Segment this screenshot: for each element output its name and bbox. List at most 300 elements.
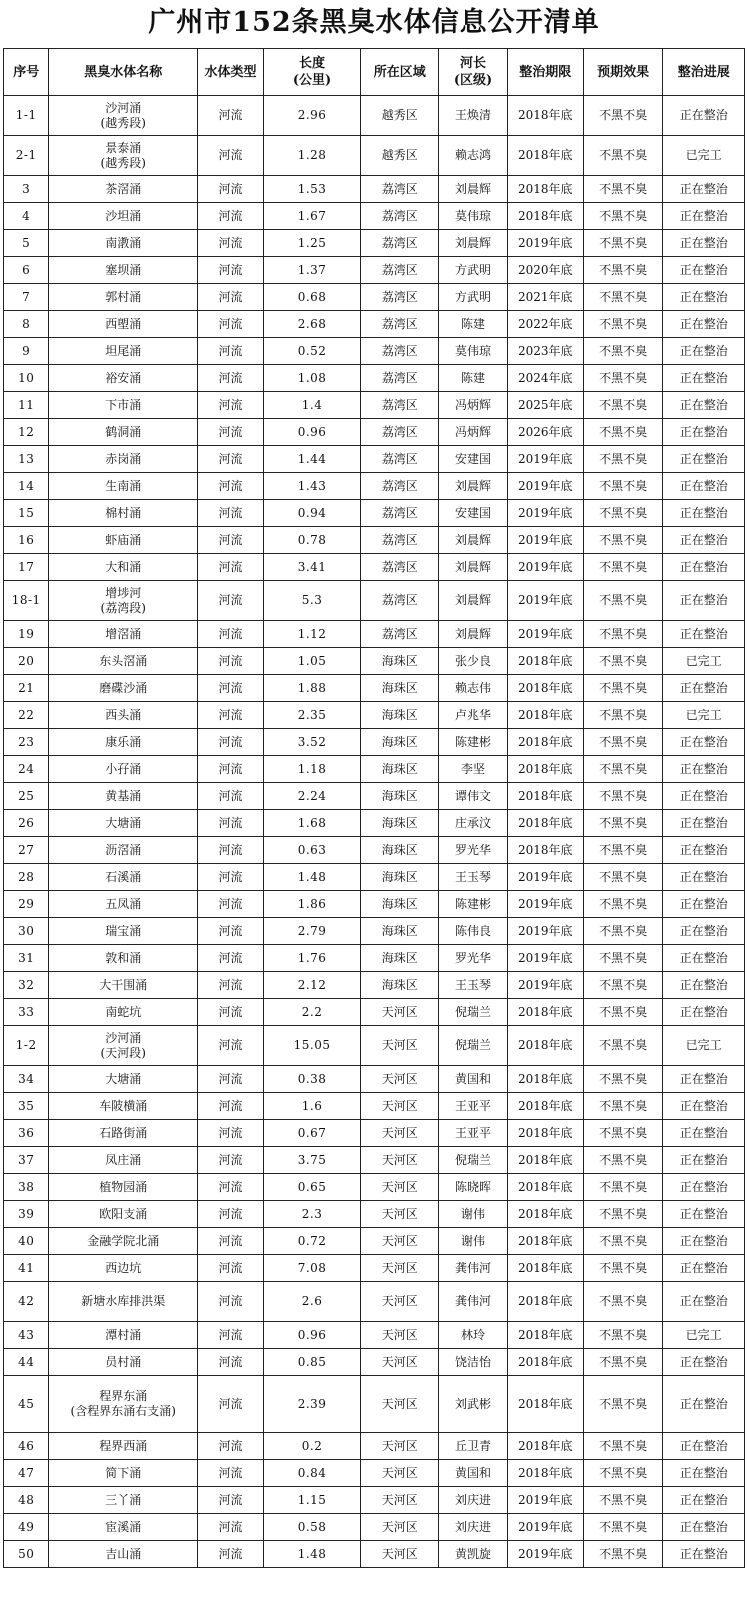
cell-chief: 刘晨辉 [439,621,507,648]
cell-district: 荔湾区 [361,284,439,311]
cell-length: 5.3 [264,581,361,621]
cell-progress: 正在整治 [663,581,745,621]
cell-name-line: 沙河涌 [105,1030,142,1045]
cell-effect: 不黑不臭 [583,702,662,729]
cell-deadline: 2018年底 [507,1228,583,1255]
cell-length: 1.44 [264,446,361,473]
cell-name [49,864,198,891]
cell-no: 40 [4,1228,49,1255]
cell-progress: 正在整治 [663,96,745,136]
cell-effect: 不黑不臭 [583,473,662,500]
cell-name-line: 车陂横涌 [99,1098,148,1113]
table-row [4,675,745,702]
cell-type: 河流 [198,783,264,810]
cell-type: 河流 [198,338,264,365]
cell-deadline: 2019年底 [507,554,583,581]
col-header-type: 水体类型 [198,49,264,96]
cell-name-line: 南漖涌 [105,235,142,250]
table-row [4,1066,745,1093]
cell-progress: 正在整治 [663,230,745,257]
cell-name-line: 塞坝涌 [105,262,142,277]
cell-type: 河流 [198,257,264,284]
cell-deadline: 2024年底 [507,365,583,392]
cell-district: 荔湾区 [361,581,439,621]
cell-name [49,729,198,756]
cell-deadline: 2018年底 [507,1255,583,1282]
cell-type: 河流 [198,675,264,702]
cell-district: 天河区 [361,1201,439,1228]
cell-type: 河流 [198,473,264,500]
cell-effect: 不黑不臭 [583,446,662,473]
cell-chief: 安建国 [439,446,507,473]
cell-length: 1.15 [264,1487,361,1514]
cell-deadline: 2019年底 [507,500,583,527]
cell-length: 0.78 [264,527,361,554]
col-header-deadline: 整治期限 [507,49,583,96]
cell-effect: 不黑不臭 [583,837,662,864]
table-row [4,729,745,756]
cell-chief: 黄国和 [439,1460,507,1487]
cell-name [49,1066,198,1093]
cell-effect: 不黑不臭 [583,257,662,284]
cell-length: 0.72 [264,1228,361,1255]
table-row [4,1282,745,1322]
cell-district: 天河区 [361,1282,439,1322]
cell-name [49,554,198,581]
table-row [4,473,745,500]
cell-chief: 黄国和 [439,1066,507,1093]
cell-progress: 正在整治 [663,554,745,581]
cell-chief: 陈建彬 [439,891,507,918]
cell-effect: 不黑不臭 [583,972,662,999]
cell-no: 47 [4,1460,49,1487]
cell-no: 1-1 [4,96,49,136]
cell-type: 河流 [198,96,264,136]
cell-no: 41 [4,1255,49,1282]
cell-type: 河流 [198,203,264,230]
cell-type: 河流 [198,702,264,729]
cell-progress: 正在整治 [663,365,745,392]
cell-name-line: 康乐涌 [105,734,142,749]
cell-name [49,702,198,729]
cell-length: 7.08 [264,1255,361,1282]
cell-effect: 不黑不臭 [583,1174,662,1201]
table-row [4,1322,745,1349]
cell-district: 荔湾区 [361,176,439,203]
table-row [4,756,745,783]
cell-chief: 谭伟文 [439,783,507,810]
cell-type: 河流 [198,1026,264,1066]
cell-name-line: 赤岗涌 [105,451,142,466]
cell-no: 29 [4,891,49,918]
cell-name [49,783,198,810]
cell-type: 河流 [198,419,264,446]
cell-name-line: 郭村涌 [105,289,142,304]
cell-name-line: (天河段) [100,1045,146,1060]
cell-effect: 不黑不臭 [583,756,662,783]
cell-progress: 正在整治 [663,1066,745,1093]
table-row [4,1255,745,1282]
cell-name-line: (越秀段) [100,115,146,130]
cell-progress: 正在整治 [663,1349,745,1376]
cell-length: 2.35 [264,702,361,729]
cell-type: 河流 [198,1460,264,1487]
cell-effect: 不黑不臭 [583,136,662,176]
cell-name [49,891,198,918]
cell-name-line: 西边坑 [105,1260,142,1275]
cell-deadline: 2018年底 [507,1433,583,1460]
cell-deadline: 2018年底 [507,96,583,136]
col-header-seq: 序号 [4,49,49,96]
table-row [4,1228,745,1255]
cell-name [49,1147,198,1174]
cell-chief: 谢伟 [439,1201,507,1228]
cell-length: 0.63 [264,837,361,864]
cell-name-line: 虾庙涌 [105,532,142,547]
cell-name [49,945,198,972]
cell-length: 2.12 [264,972,361,999]
cell-deadline: 2019年底 [507,527,583,554]
cell-effect: 不黑不臭 [583,621,662,648]
cell-no: 27 [4,837,49,864]
cell-no: 13 [4,446,49,473]
cell-no: 19 [4,621,49,648]
cell-length: 15.05 [264,1026,361,1066]
cell-length: 2.68 [264,311,361,338]
cell-name [49,338,198,365]
cell-name [49,136,198,176]
cell-name-line: 新塘水库排洪渠 [81,1294,166,1308]
cell-chief: 刘晨辉 [439,527,507,554]
cell-progress: 正在整治 [663,473,745,500]
cell-deadline: 2019年底 [507,473,583,500]
cell-type: 河流 [198,1255,264,1282]
cell-length: 0.96 [264,419,361,446]
cell-type: 河流 [198,972,264,999]
cell-district: 荔湾区 [361,446,439,473]
cell-deadline: 2020年底 [507,257,583,284]
cell-length: 2.79 [264,918,361,945]
cell-length: 1.37 [264,257,361,284]
cell-effect: 不黑不臭 [583,1147,662,1174]
cell-chief: 陈建 [439,311,507,338]
cell-length: 2.2 [264,999,361,1026]
cell-name-line: 南蛇坑 [105,1004,142,1019]
cell-deadline: 2018年底 [507,675,583,702]
cell-effect: 不黑不臭 [583,810,662,837]
cell-name [49,1460,198,1487]
cell-type: 河流 [198,621,264,648]
cell-progress: 正在整治 [663,338,745,365]
col-header-chief [439,49,507,96]
cell-no: 11 [4,392,49,419]
cell-type: 河流 [198,1093,264,1120]
cell-name [49,1174,198,1201]
page-title: 广州市152条黑臭水体信息公开清单 [148,7,600,38]
cell-progress: 正在整治 [663,311,745,338]
cell-district: 天河区 [361,1514,439,1541]
cell-name [49,581,198,621]
cell-effect: 不黑不臭 [583,1120,662,1147]
cell-length: 3.41 [264,554,361,581]
cell-name-line: 金融学院北涌 [87,1233,160,1248]
cell-name [49,257,198,284]
cell-chief: 王亚平 [439,1093,507,1120]
col-header-effect: 预期效果 [583,49,662,96]
cell-progress: 正在整治 [663,1201,745,1228]
cell-effect: 不黑不臭 [583,1349,662,1376]
cell-effect: 不黑不臭 [583,783,662,810]
cell-progress: 正在整治 [663,1514,745,1541]
cell-name [49,473,198,500]
cell-type: 河流 [198,1322,264,1349]
cell-deadline: 2018年底 [507,1026,583,1066]
table-row [4,1541,745,1568]
cell-name-line: 石溪涌 [105,869,142,884]
cell-progress: 正在整治 [663,1376,745,1433]
cell-no: 46 [4,1433,49,1460]
cell-progress: 正在整治 [663,1228,745,1255]
cell-no: 2-1 [4,136,49,176]
cell-no: 4 [4,203,49,230]
cell-district: 天河区 [361,1322,439,1349]
cell-effect: 不黑不臭 [583,918,662,945]
cell-type: 河流 [198,810,264,837]
cell-no: 3 [4,176,49,203]
cell-progress: 正在整治 [663,1282,745,1322]
cell-chief: 刘晨辉 [439,230,507,257]
cell-length: 0.65 [264,1174,361,1201]
cell-deadline: 2019年底 [507,1541,583,1568]
cell-district: 海珠区 [361,729,439,756]
cell-name [49,500,198,527]
cell-chief: 刘晨辉 [439,554,507,581]
cell-progress: 正在整治 [663,1174,745,1201]
cell-chief: 饶洁怡 [439,1349,507,1376]
cell-chief: 冯炳辉 [439,392,507,419]
cell-name-line: 裕安涌 [105,370,142,385]
cell-deadline: 2018年底 [507,203,583,230]
cell-no: 26 [4,810,49,837]
cell-deadline: 2018年底 [507,1460,583,1487]
cell-chief: 陈晓晖 [439,1174,507,1201]
cell-deadline: 2018年底 [507,999,583,1026]
cell-type: 河流 [198,1541,264,1568]
cell-chief: 丘卫青 [439,1433,507,1460]
cell-progress: 正在整治 [663,918,745,945]
cell-name [49,311,198,338]
cell-chief: 陈建彬 [439,729,507,756]
cell-chief: 王玉琴 [439,864,507,891]
cell-no: 20 [4,648,49,675]
cell-type: 河流 [198,1147,264,1174]
cell-length: 1.53 [264,176,361,203]
cell-effect: 不黑不臭 [583,392,662,419]
cell-district: 天河区 [361,1487,439,1514]
cell-effect: 不黑不臭 [583,338,662,365]
table-row [4,230,745,257]
cell-name [49,392,198,419]
table-body [4,96,745,1568]
cell-progress: 正在整治 [663,1433,745,1460]
cell-name-line: 东头滘涌 [99,653,148,668]
cell-progress: 正在整治 [663,419,745,446]
cell-district: 海珠区 [361,810,439,837]
cell-chief: 倪瑞兰 [439,1026,507,1066]
cell-effect: 不黑不臭 [583,648,662,675]
cell-type: 河流 [198,1487,264,1514]
cell-deadline: 2025年底 [507,392,583,419]
cell-type: 河流 [198,1282,264,1322]
cell-chief: 王焕清 [439,96,507,136]
table-row [4,96,745,136]
cell-progress: 正在整治 [663,837,745,864]
cell-no: 6 [4,257,49,284]
cell-name [49,1093,198,1120]
cell-type: 河流 [198,1349,264,1376]
table-row [4,1460,745,1487]
cell-name [49,1282,198,1322]
cell-deadline: 2019年底 [507,891,583,918]
cell-effect: 不黑不臭 [583,1201,662,1228]
cell-progress: 正在整治 [663,729,745,756]
cell-progress: 正在整治 [663,1255,745,1282]
table-row [4,419,745,446]
table-row [4,1147,745,1174]
cell-deadline: 2018年底 [507,1201,583,1228]
cell-effect: 不黑不臭 [583,999,662,1026]
cell-district: 荔湾区 [361,554,439,581]
cell-type: 河流 [198,392,264,419]
cell-progress: 正在整治 [663,783,745,810]
cell-length: 1.08 [264,365,361,392]
cell-progress: 正在整治 [663,500,745,527]
cell-deadline: 2019年底 [507,972,583,999]
table-row [4,136,745,176]
cell-chief: 李坚 [439,756,507,783]
cell-length: 2.3 [264,1201,361,1228]
cell-chief: 黄凯旋 [439,1541,507,1568]
cell-progress: 已完工 [663,702,745,729]
cell-name-line: 茶滘涌 [105,181,142,196]
cell-effect: 不黑不臭 [583,1026,662,1066]
cell-length: 0.94 [264,500,361,527]
cell-deadline: 2018年底 [507,1322,583,1349]
cell-progress: 正在整治 [663,891,745,918]
cell-progress: 正在整治 [663,446,745,473]
cell-name [49,1541,198,1568]
cell-chief: 刘晨辉 [439,581,507,621]
cell-progress: 正在整治 [663,972,745,999]
cell-district: 海珠区 [361,783,439,810]
cell-deadline: 2018年底 [507,783,583,810]
cell-chief: 林玲 [439,1322,507,1349]
cell-deadline: 2018年底 [507,1174,583,1201]
cell-district: 海珠区 [361,648,439,675]
cell-deadline: 2018年底 [507,729,583,756]
cell-chief: 刘武彬 [439,1376,507,1433]
cell-effect: 不黑不臭 [583,500,662,527]
table-row [4,311,745,338]
cell-no: 5 [4,230,49,257]
cell-chief: 赖志鸿 [439,136,507,176]
cell-progress: 正在整治 [663,1541,745,1568]
cell-name-line: 坦尾涌 [105,343,142,358]
cell-progress: 正在整治 [663,1120,745,1147]
cell-deadline: 2023年底 [507,338,583,365]
cell-effect: 不黑不臭 [583,230,662,257]
cell-district: 天河区 [361,1120,439,1147]
cell-name [49,1322,198,1349]
cell-type: 河流 [198,891,264,918]
cell-name [49,918,198,945]
table-row [4,527,745,554]
cell-deadline: 2018年底 [507,1147,583,1174]
col-header-chief-line2: (区级) [453,73,493,88]
cell-name [49,1120,198,1147]
cell-name-line: 小孖涌 [105,761,142,776]
cell-name [49,972,198,999]
cell-chief: 刘庆进 [439,1487,507,1514]
cell-type: 河流 [198,446,264,473]
table-row [4,837,745,864]
cell-chief: 赖志伟 [439,675,507,702]
col-header-length [264,49,361,96]
cell-deadline: 2018年底 [507,176,583,203]
cell-no: 17 [4,554,49,581]
cell-district: 荔湾区 [361,621,439,648]
cell-length: 1.48 [264,1541,361,1568]
cell-deadline: 2026年底 [507,419,583,446]
cell-effect: 不黑不臭 [583,581,662,621]
cell-effect: 不黑不臭 [583,1093,662,1120]
cell-length: 3.75 [264,1147,361,1174]
cell-no: 25 [4,783,49,810]
cell-deadline: 2018年底 [507,136,583,176]
cell-progress: 正在整治 [663,999,745,1026]
cell-type: 河流 [198,1433,264,1460]
cell-no: 36 [4,1120,49,1147]
cell-name-line: 下市涌 [105,397,142,412]
cell-district: 天河区 [361,1433,439,1460]
cell-name-line: 大和涌 [105,559,142,574]
cell-chief: 庄承汶 [439,810,507,837]
cell-effect: 不黑不臭 [583,1433,662,1460]
table-header-row [4,49,745,96]
cell-progress: 正在整治 [663,675,745,702]
cell-type: 河流 [198,1120,264,1147]
cell-chief: 刘晨辉 [439,176,507,203]
cell-chief: 刘晨辉 [439,473,507,500]
cell-length: 2.39 [264,1376,361,1433]
cell-name-line: 简下涌 [105,1465,142,1480]
cell-type: 河流 [198,230,264,257]
cell-chief: 谢伟 [439,1228,507,1255]
cell-progress: 正在整治 [663,176,745,203]
cell-length: 0.84 [264,1460,361,1487]
cell-name [49,1487,198,1514]
cell-length: 0.52 [264,338,361,365]
cell-length: 0.68 [264,284,361,311]
col-header-length-line2: (公里) [292,73,332,88]
cell-name-line: 增埗河 [105,585,142,600]
table-row [4,999,745,1026]
cell-name-line: 生南涌 [105,478,142,493]
cell-district: 海珠区 [361,918,439,945]
cell-type: 河流 [198,999,264,1026]
cell-district: 海珠区 [361,891,439,918]
cell-no: 16 [4,527,49,554]
